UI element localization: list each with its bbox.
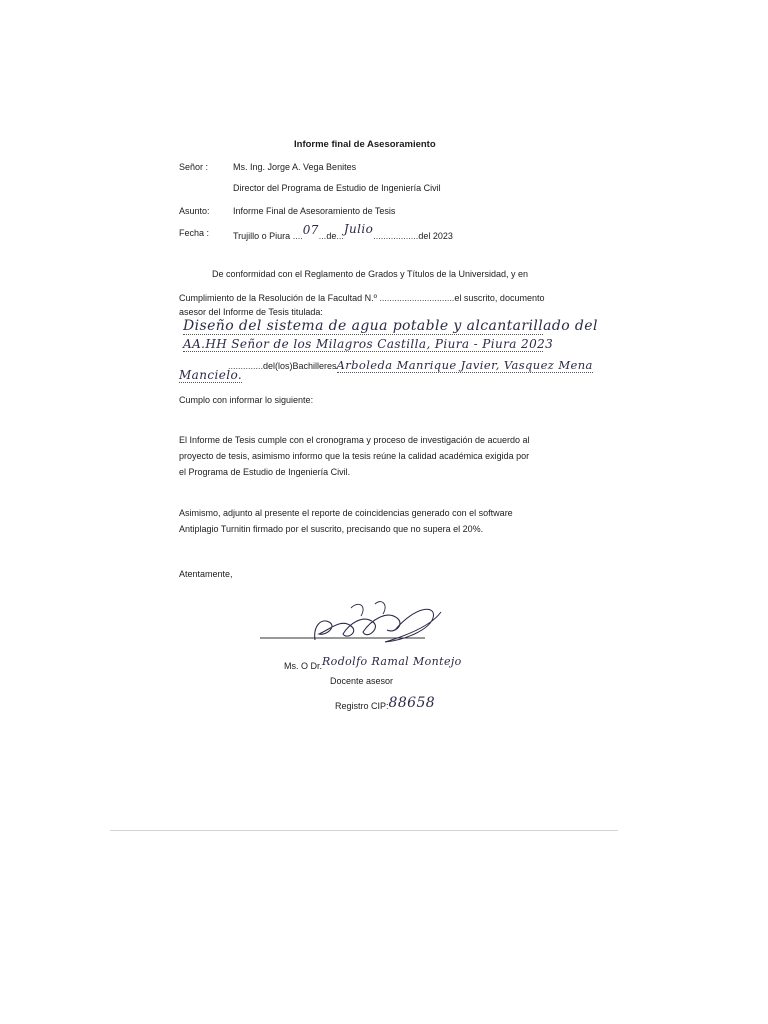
paragraph2-line3: el Programa de Estudio de Ingeniería Civil. [179, 467, 351, 477]
paragraph3-line2: Antiplagio Turnitin firmado por el suscrito, precisando que no supera el 20%. [179, 524, 484, 534]
cumplo-line: Cumplo con informar lo siguiente: [179, 395, 314, 405]
bachilleres-names: Arboleda Manrique Javier, Vasquez Mena [336, 358, 593, 372]
bachilleres-label: del(los)Bachilleres [263, 361, 337, 371]
cip-label: Registro CIP: [335, 701, 389, 711]
signature-name-hand: Rodolfo Ramal Montejo [322, 655, 462, 668]
fecha-dots-3: ... [336, 231, 344, 241]
cip-value: 88658 [388, 695, 436, 711]
fecha-month: Julio [343, 222, 374, 236]
paragraph2-line1: El Informe de Tesis cumple con el cronograma y proceso de investigación de acuerdo al [179, 435, 530, 445]
fecha-prefix: Trujillo o Piura [233, 231, 291, 241]
fecha-dots-2: ... [318, 231, 327, 241]
asunto-label: Asunto: [179, 206, 210, 216]
paragraph1-line2-a: Cumplimiento de la Resolución de la Facultad N.º [179, 293, 377, 303]
senor-role: Director del Programa de Estudio de Ingeniería Civil [233, 183, 441, 193]
paragraph2-line2: proyecto de tesis, asimismo informo que la tesis reúne la calidad académica exigida por [179, 451, 530, 461]
senor-label: Señor : [179, 162, 209, 172]
page-bottom-rule [110, 830, 618, 831]
paragraph1-line1: De conformidad con el Reglamento de Grados y Títulos de la Universidad, y en [212, 269, 529, 279]
thesis-title-line2: AA.HH Señor de los Milagros Castilla, Piura - Piura 2023 [183, 337, 554, 351]
fecha-de: de [326, 231, 337, 241]
document-title: Informe final de Asesoramiento [294, 139, 436, 150]
paragraph3-line1: Asimismo, adjunto al presente el reporte de coincidencias generado con el software [179, 508, 513, 518]
signature-role: Docente asesor [330, 676, 394, 686]
bachilleres-line [228, 358, 593, 372]
signature-name-line [284, 655, 462, 672]
fecha-day: 07 [302, 223, 319, 237]
closing-text: Atentamente, [179, 569, 233, 579]
bachilleres-dots: .............. [228, 361, 264, 371]
resolution-dots: .............................. [379, 293, 455, 303]
thesis-title-line1: Diseño del sistema de agua potable y alcantarillado del [183, 318, 598, 334]
thesis-title-line3: Mancielo. [179, 368, 243, 382]
senor-name: Ms. Ing. Jorge A. Vega Benites [233, 162, 357, 172]
cip-line [335, 697, 435, 713]
fecha-dots-1: .... [292, 231, 303, 241]
asunto-value: Informe Final de Asesoramiento de Tesis [233, 206, 396, 216]
fecha-line [233, 222, 453, 242]
paragraph1-line3: asesor del Informe de Tesis titulada: [179, 307, 323, 317]
fecha-label: Fecha : [179, 228, 210, 238]
signature-name-prefix: Ms. O Dr. [284, 661, 322, 671]
fecha-dots-4: .................. [373, 231, 419, 241]
paragraph1-line2 [179, 293, 544, 303]
fecha-suffix: del 2023 [418, 231, 453, 241]
paragraph1-line2-b: el suscrito, documento [454, 293, 545, 303]
